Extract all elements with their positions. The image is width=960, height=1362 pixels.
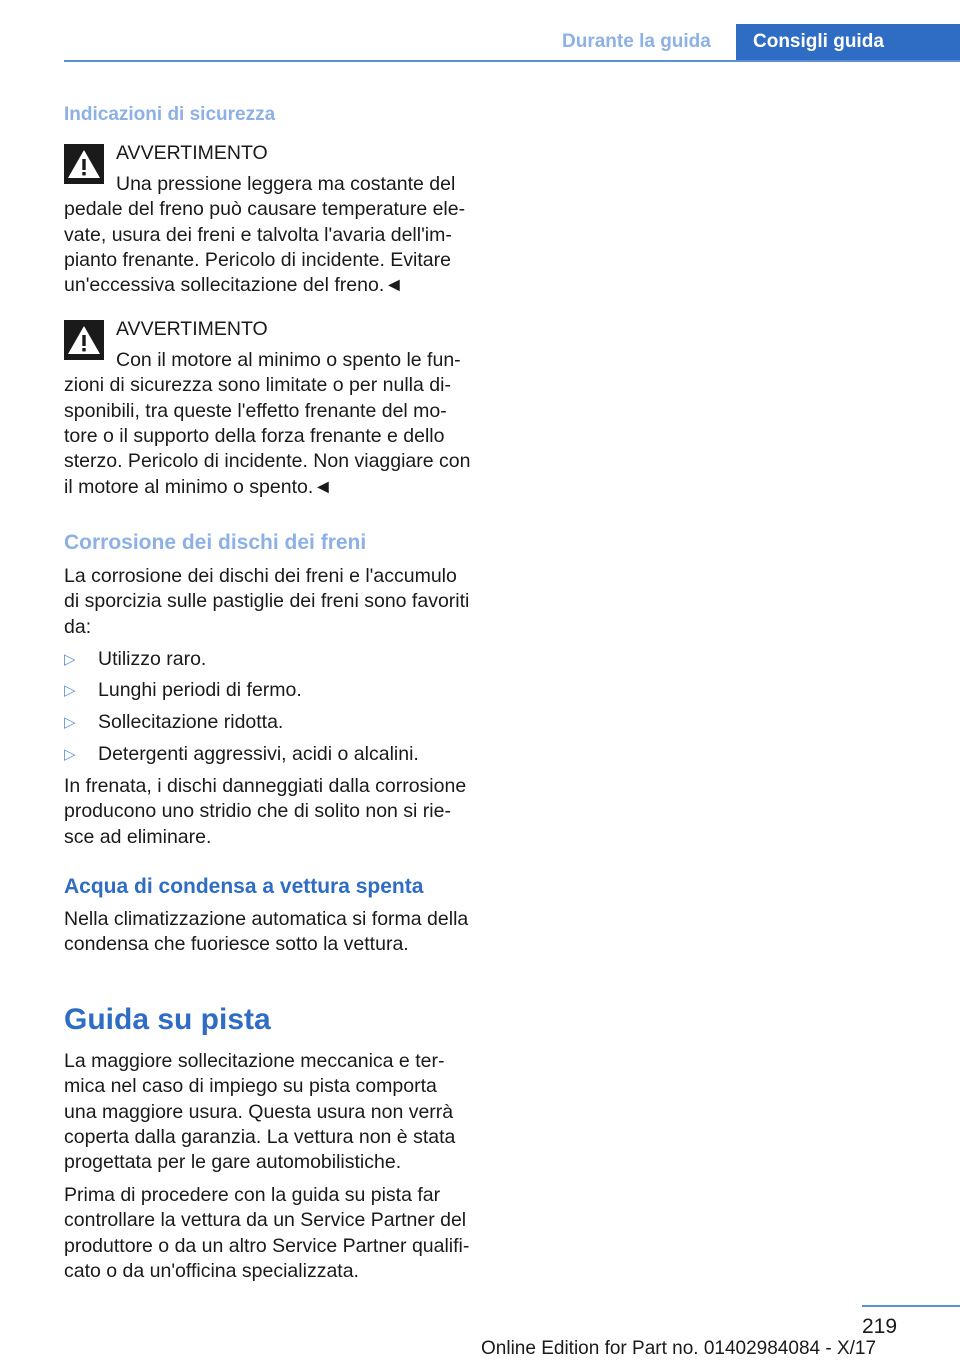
text-line: coperta dalla garanzia. La vettura non è stata bbox=[64, 1125, 456, 1148]
list-item-text: Detergenti aggressivi, acidi o alcalini. bbox=[98, 743, 419, 765]
text-line: Prima di procedere con la guida su pista far bbox=[64, 1184, 441, 1206]
text-line: La maggiore sollecitazione meccanica e ter- bbox=[64, 1050, 445, 1072]
warning-title: AVVERTIMENTO bbox=[116, 318, 268, 340]
text-line: controllare la vettura da un Service Partner del bbox=[64, 1209, 467, 1232]
triangle-right-bullet-icon: ▷ bbox=[64, 714, 76, 731]
list-item-text: Sollecitazione ridotta. bbox=[98, 711, 284, 733]
header-section-title: Durante la guida bbox=[562, 31, 711, 52]
text-line: cato o da un'officina specializzata. bbox=[64, 1259, 359, 1282]
text-line: il motore al minimo o spento.◄ bbox=[64, 475, 333, 498]
text-line: sponibili, tra queste l'effetto frenante del mo- bbox=[64, 399, 447, 422]
text-line: un'eccessiva sollecitazione del freno.◄ bbox=[64, 274, 404, 297]
header-chapter-tab: Consigli guida bbox=[736, 24, 960, 62]
text-line: Una pressione leggera ma costante del bbox=[116, 173, 456, 195]
text-line: Con il motore al minimo o spento le fun- bbox=[116, 349, 461, 371]
footer-rule bbox=[862, 1305, 960, 1307]
triangle-right-bullet-icon: ▷ bbox=[64, 682, 76, 699]
text-line: zioni di sicurezza sono limitate o per nulla di- bbox=[64, 374, 451, 397]
text-line: In frenata, i dischi danneggiati dalla corrosione bbox=[64, 775, 467, 797]
text-line: mica nel caso di impiego su pista comporta bbox=[64, 1075, 437, 1098]
text-line: condensa che fuoriesce sotto la vettura. bbox=[64, 933, 409, 956]
text-line: vate, usura dei freni e talvolta l'avaria dell'im- bbox=[64, 223, 452, 246]
text-line: sce ad eliminare. bbox=[64, 825, 212, 848]
text-line: da: bbox=[64, 615, 92, 638]
list-item-text: Lunghi periodi di fermo. bbox=[98, 679, 302, 701]
condensation-heading: Acqua di condensa a vettura spenta bbox=[64, 875, 424, 898]
text-line: Nella climatizzazione automatica si forma della bbox=[64, 908, 469, 930]
text-line: La corrosione dei dischi dei freni e l'accumulo bbox=[64, 565, 457, 587]
page-number: 219 bbox=[862, 1315, 898, 1338]
text-line: produttore o da un altro Service Partner qualifi- bbox=[64, 1234, 470, 1257]
corrosion-heading: Corrosione dei dischi dei freni bbox=[64, 531, 367, 554]
header-rule bbox=[64, 60, 960, 62]
text-line: di sporcizia sulle pastiglie dei freni sono favoriti bbox=[64, 590, 470, 613]
triangle-right-bullet-icon: ▷ bbox=[64, 746, 76, 763]
warning-triangle-icon bbox=[64, 320, 104, 360]
text-line: pianto frenante. Pericolo di incidente. Evitare bbox=[64, 248, 451, 271]
text-line: producono uno stridio che di solito non si rie- bbox=[64, 800, 451, 823]
triangle-right-bullet-icon: ▷ bbox=[64, 651, 76, 668]
warning-triangle-icon bbox=[64, 144, 104, 184]
text-line: sterzo. Pericolo di incidente. Non viaggiare con bbox=[64, 450, 471, 473]
text-line: pedale del freno può causare temperature ele- bbox=[64, 198, 466, 221]
safety-heading: Indicazioni di sicurezza bbox=[64, 104, 276, 125]
footer-edition: Online Edition for Part no. 01402984084 - X/17 bbox=[481, 1338, 877, 1359]
text-line: una maggiore usura. Questa usura non verrà bbox=[64, 1100, 454, 1123]
text-line: tore o il supporto della forza frenante e dello bbox=[64, 424, 445, 447]
text-line: progettata per le gare automobilistiche. bbox=[64, 1151, 402, 1174]
track-heading: Guida su pista bbox=[64, 1003, 271, 1036]
warning-title: AVVERTIMENTO bbox=[116, 142, 268, 164]
list-item-text: Utilizzo raro. bbox=[98, 648, 207, 670]
